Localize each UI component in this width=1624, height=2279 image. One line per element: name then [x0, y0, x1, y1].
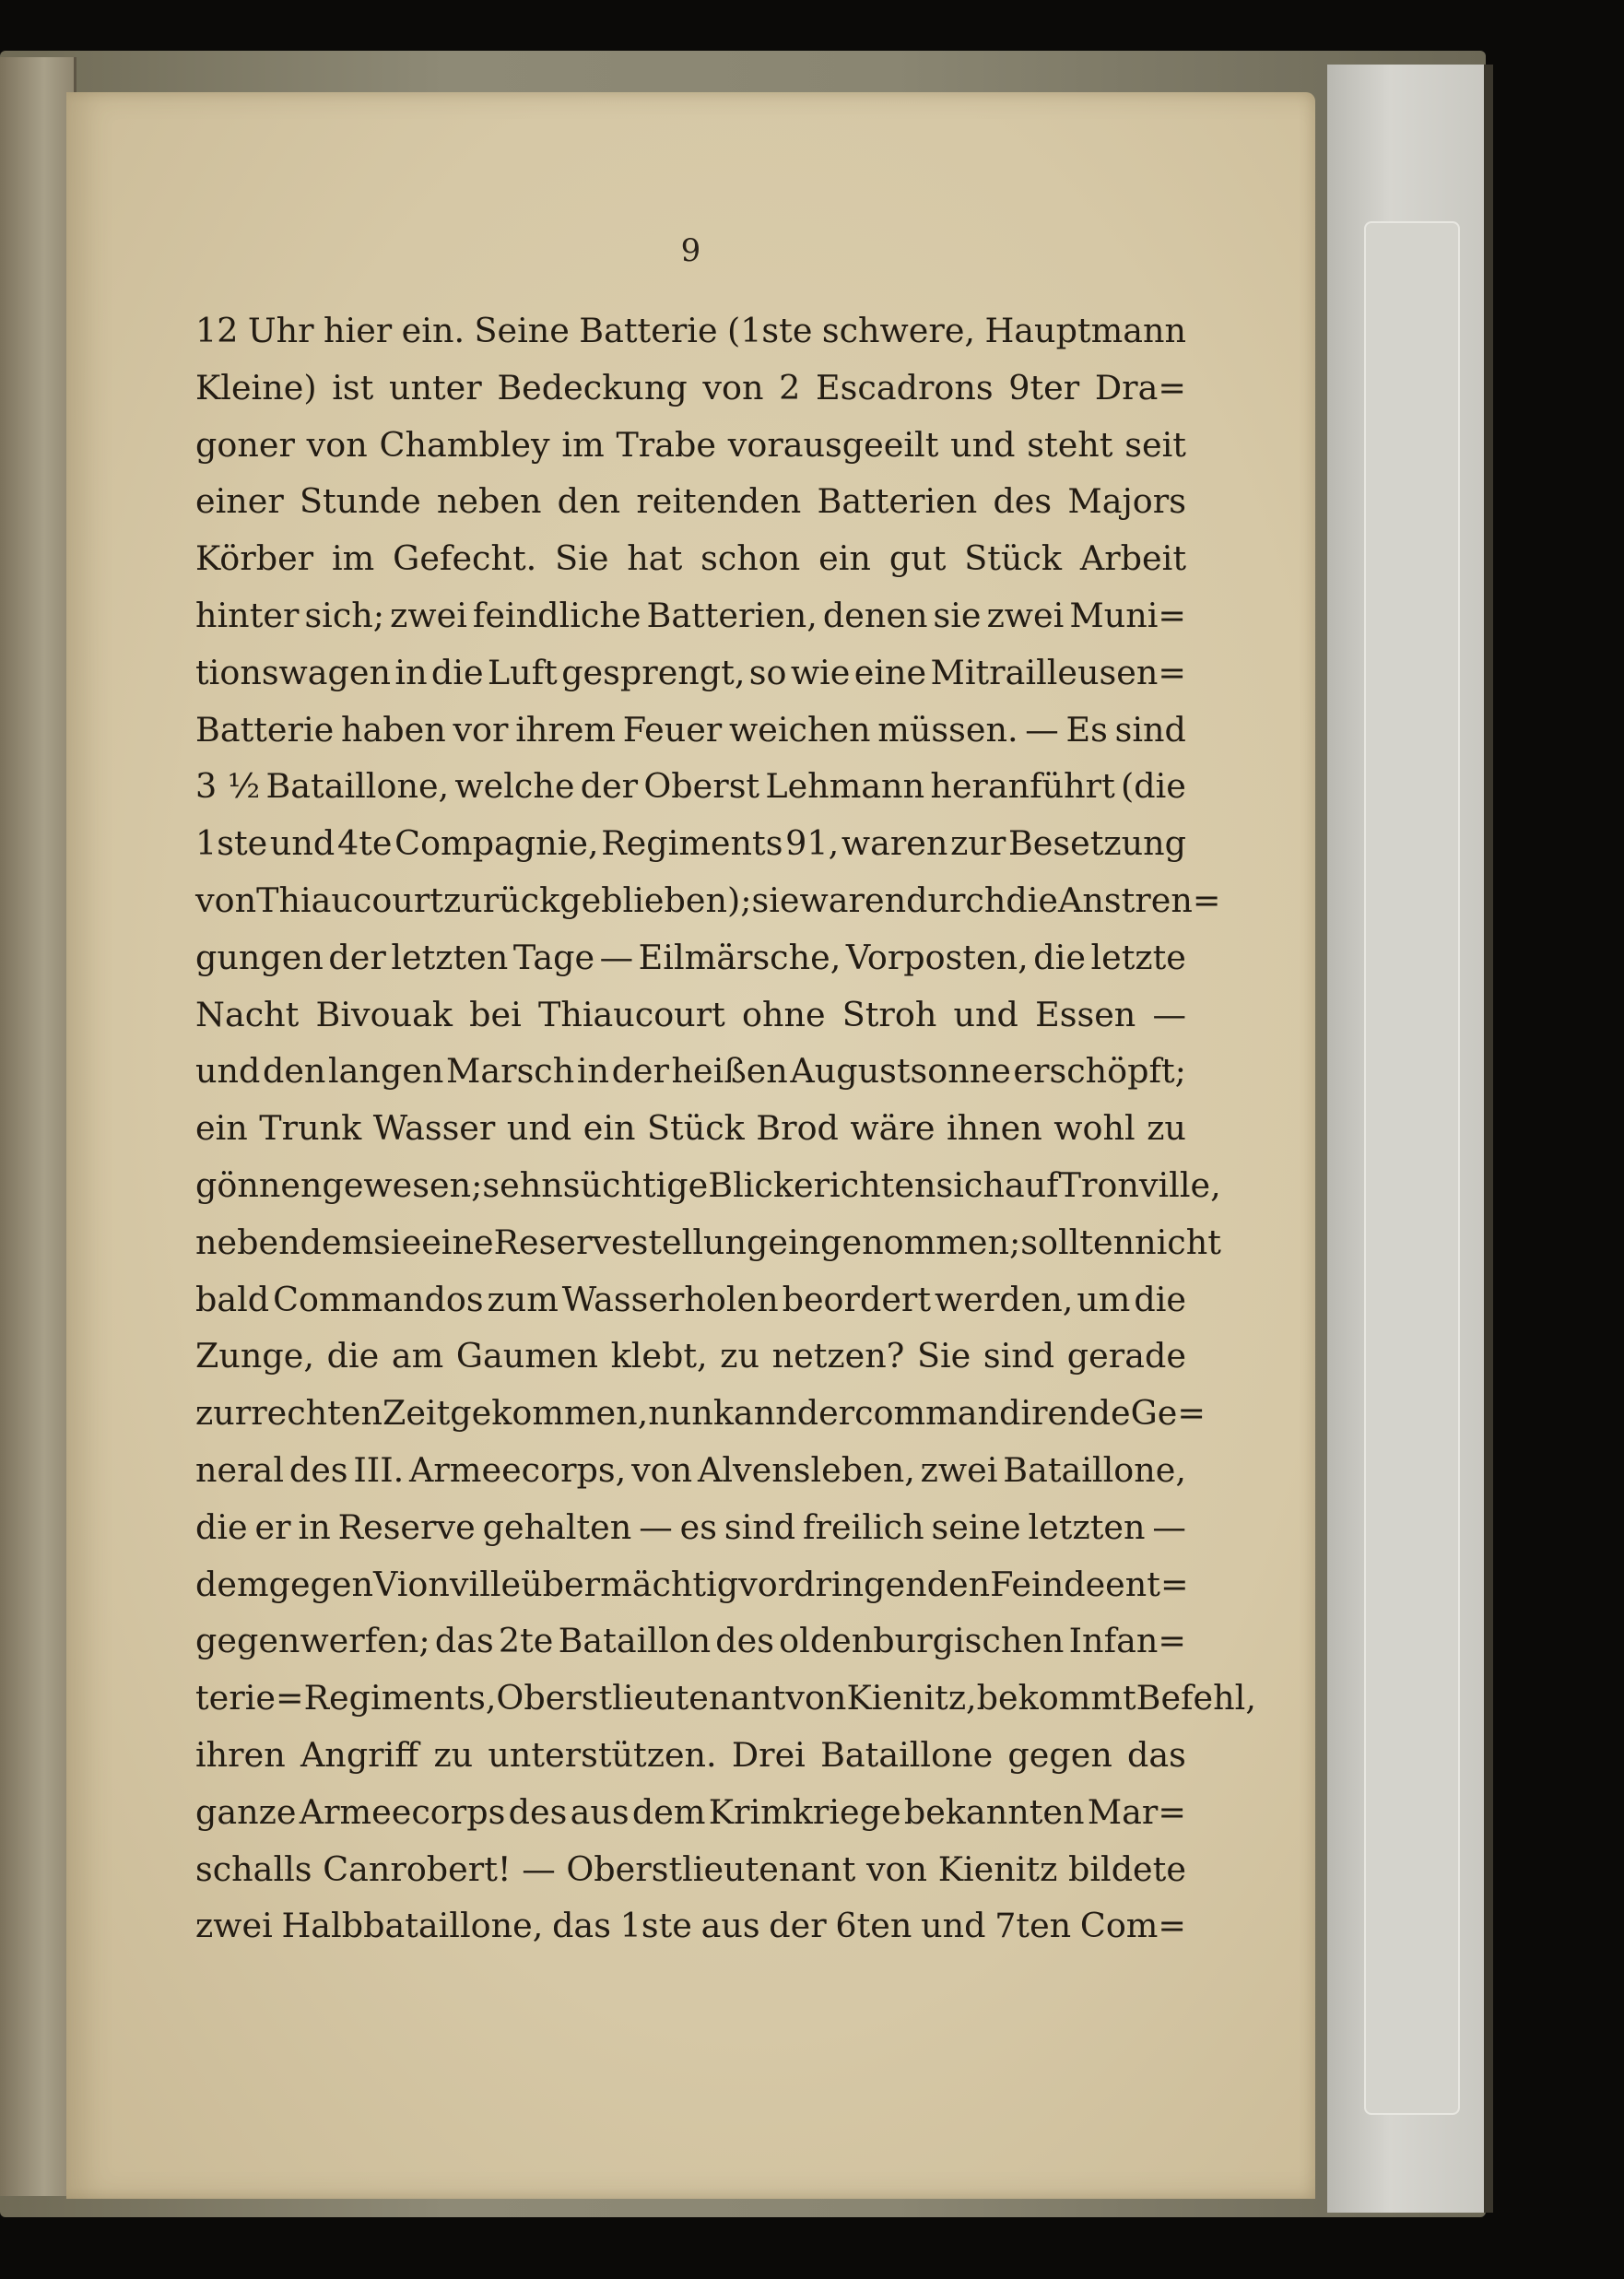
word: die	[1033, 937, 1086, 977]
word: und	[953, 994, 1018, 1034]
word: der	[611, 1051, 669, 1092]
word: Gaumen	[455, 1336, 598, 1376]
word: bald	[195, 1279, 270, 1319]
word: feindliche	[472, 595, 641, 635]
word: gungen	[195, 937, 324, 977]
word: (die	[1121, 766, 1186, 807]
word: müssen.	[877, 709, 1018, 750]
word: die	[326, 1336, 380, 1376]
word: zu	[433, 1734, 474, 1775]
word: nun	[648, 1393, 713, 1434]
word: netzen?	[771, 1336, 905, 1376]
word: richten	[813, 1164, 936, 1205]
word: Reserve	[337, 1506, 476, 1547]
word: von	[865, 1848, 928, 1889]
word: Uhr	[247, 311, 314, 350]
word: Bataillone	[820, 1734, 994, 1775]
word: Blicke	[708, 1164, 814, 1205]
word: zurückgeblieben);	[442, 880, 752, 920]
word: III.	[353, 1449, 405, 1490]
word: letzten	[391, 937, 509, 977]
word: seine	[931, 1506, 1021, 1547]
word: —	[1025, 709, 1059, 750]
word: ohne	[741, 994, 826, 1034]
word: von	[195, 880, 257, 920]
text-line	[195, 1214, 1221, 1271]
word: unter	[388, 367, 482, 407]
word: freilich	[803, 1506, 924, 1547]
word: auf	[1004, 1164, 1059, 1205]
word: 4te	[336, 823, 393, 864]
word: Marsch	[445, 1051, 575, 1092]
word: Sie	[555, 538, 609, 579]
word: schon	[700, 538, 801, 579]
word: Oberstlieutenant	[496, 1678, 786, 1718]
word: und	[950, 424, 1016, 465]
word: Mitrailleusen=	[930, 652, 1186, 692]
word: Lehmann	[765, 766, 925, 807]
word: Feuer	[622, 709, 723, 750]
word: tionswagen	[195, 652, 392, 692]
word: Tronville,	[1058, 1164, 1221, 1205]
text-line	[195, 1556, 1189, 1613]
word: gegen	[1007, 1734, 1112, 1775]
word: Compagnie,	[394, 823, 599, 864]
word: hat	[627, 538, 683, 579]
word: die	[430, 652, 484, 692]
word: Körber	[195, 538, 314, 579]
word: den	[262, 1051, 326, 1092]
word: 6ten	[835, 1906, 912, 1946]
word: der	[580, 766, 639, 807]
word: gegen	[268, 1564, 374, 1604]
word: und	[195, 1051, 261, 1092]
word: bekannten	[903, 1791, 1085, 1832]
word: Batterien	[817, 481, 978, 522]
word: ihren	[195, 1734, 286, 1775]
word: des	[508, 1791, 568, 1832]
text-line	[195, 417, 1186, 474]
word: waren	[841, 823, 948, 864]
word: Majors	[1067, 481, 1186, 522]
word: eine	[421, 1222, 494, 1262]
word: übermächtig	[521, 1564, 739, 1604]
word: terie=Regiments,	[195, 1678, 497, 1718]
word: die	[1134, 1279, 1186, 1319]
word: aus	[570, 1791, 630, 1832]
word: Vionville	[373, 1564, 522, 1604]
body-text	[195, 302, 1256, 1954]
word: Essen	[1035, 994, 1136, 1034]
word: Stück	[964, 538, 1062, 579]
word: Commandos	[273, 1279, 484, 1319]
word: Befehl,	[1136, 1678, 1256, 1718]
word: im	[561, 424, 605, 465]
word: ganze	[195, 1791, 297, 1832]
word: das	[1127, 1734, 1186, 1775]
text-line	[195, 530, 1186, 587]
word: eine	[853, 652, 927, 692]
word: bildete	[1067, 1848, 1186, 1889]
word: das	[434, 1621, 494, 1661]
word: steht	[1027, 424, 1113, 465]
word: Thiaucourt	[537, 994, 725, 1034]
word: 9ter	[1008, 367, 1080, 407]
word: Batterie	[195, 709, 335, 750]
word: durch	[906, 880, 1006, 920]
word: Angriff	[300, 1734, 419, 1775]
word: Arbeit	[1079, 538, 1186, 579]
word: gönnen	[195, 1164, 323, 1205]
word: rechten	[251, 1393, 382, 1434]
word: Kienitz,	[846, 1678, 977, 1718]
word: 1ste	[195, 823, 268, 864]
word: neral	[195, 1449, 284, 1490]
word: Escadrons	[816, 367, 994, 407]
word: heißen	[671, 1051, 788, 1092]
word: bei	[469, 994, 522, 1034]
text-line	[195, 360, 1186, 417]
word: letzte	[1090, 937, 1186, 977]
word: —	[639, 1506, 673, 1547]
word: Armeecorps	[299, 1791, 506, 1832]
word: welche	[454, 766, 575, 807]
word: das	[552, 1906, 611, 1946]
word: gesprengt,	[561, 652, 746, 692]
word: Brod	[756, 1108, 839, 1149]
word: reitenden	[636, 481, 802, 522]
word: Com=	[1079, 1906, 1186, 1946]
word: hinter	[195, 595, 300, 635]
word: Zeit	[382, 1393, 451, 1434]
word: Feinde	[990, 1564, 1106, 1604]
text-line	[195, 758, 1186, 815]
word: Batterie	[579, 311, 718, 350]
word: Vorposten,	[845, 937, 1029, 977]
text-line	[195, 986, 1186, 1044]
word: goner	[195, 424, 295, 465]
word: Bedeckung	[497, 367, 688, 407]
word: Hauptmann	[984, 311, 1186, 350]
text-line	[195, 644, 1186, 702]
word: des	[288, 1449, 348, 1490]
word: ist	[332, 367, 374, 407]
word: im	[332, 538, 375, 579]
text-line	[195, 1043, 1186, 1100]
word: Dra=	[1094, 367, 1186, 407]
word: von	[306, 424, 368, 465]
word: Zunge,	[195, 1336, 314, 1376]
word: Seine	[474, 311, 570, 350]
word: wie	[790, 652, 851, 692]
word: zwei	[986, 595, 1065, 635]
word: Regiments	[601, 823, 783, 864]
word: Besetzung	[1007, 823, 1186, 864]
word: sie	[933, 595, 982, 635]
word: gerade	[1066, 1336, 1186, 1376]
word: zu	[1147, 1108, 1186, 1149]
word: 2te	[498, 1621, 554, 1661]
word: Bataillon	[558, 1621, 712, 1661]
word: beordert	[782, 1279, 932, 1319]
word: zwei	[390, 595, 467, 635]
word: einer	[195, 481, 284, 522]
word: es	[679, 1506, 717, 1547]
word: weichen	[728, 709, 871, 750]
word: bekommt	[976, 1678, 1136, 1718]
text-line	[195, 1442, 1186, 1499]
text-line	[195, 1157, 1221, 1214]
word: Kleine)	[195, 367, 317, 407]
word: so	[748, 652, 787, 692]
cover-endpaper	[1327, 65, 1493, 2213]
word: Luft	[487, 652, 558, 692]
word: sich	[936, 1164, 1005, 1205]
word: dem	[300, 1222, 374, 1262]
word: gehalten	[482, 1506, 632, 1547]
word: Bivouak	[315, 994, 453, 1034]
word: gut	[888, 538, 947, 579]
word: ein	[818, 538, 871, 579]
word: —	[522, 1848, 556, 1889]
word: schalls	[195, 1848, 312, 1889]
text-line	[195, 1897, 1186, 1954]
word: Stunde	[300, 481, 421, 522]
text-line	[195, 1670, 1256, 1727]
word: Stück	[647, 1108, 745, 1149]
word: (1ste	[726, 311, 813, 350]
word: Armeecorps,	[409, 1449, 627, 1490]
word: Canrobert!	[323, 1848, 512, 1889]
word: der	[328, 937, 386, 977]
word: —	[599, 937, 634, 977]
text-line	[195, 1100, 1186, 1157]
word: Infan=	[1068, 1621, 1186, 1661]
word: und	[269, 823, 335, 864]
word: Oberst	[643, 766, 760, 807]
word: Gefecht.	[393, 538, 537, 579]
word: —	[1152, 994, 1186, 1034]
word: Eilmärsche,	[638, 937, 841, 977]
word: den	[557, 481, 621, 522]
text-line	[195, 702, 1186, 759]
word: commandirende	[854, 1393, 1131, 1434]
word: Ge=	[1130, 1393, 1206, 1434]
word: sie	[751, 880, 800, 920]
word: werden,	[934, 1279, 1074, 1319]
text-line	[195, 1328, 1186, 1385]
word: Reservestellung	[493, 1222, 769, 1262]
word: ent=	[1105, 1564, 1189, 1604]
word: 7ten	[994, 1906, 1072, 1946]
word: von	[785, 1678, 847, 1718]
word: nicht	[1135, 1222, 1221, 1262]
word: des	[715, 1621, 774, 1661]
word: sind	[1114, 709, 1186, 750]
word: Trabe	[616, 424, 716, 465]
endpaper-panel	[1364, 221, 1460, 2115]
word: ein	[195, 1108, 248, 1149]
word: vor	[453, 709, 509, 750]
word: Mar=	[1087, 1791, 1186, 1832]
word: zwei	[195, 1906, 273, 1946]
text-line	[195, 1385, 1206, 1442]
text-line	[195, 302, 1186, 360]
text-line	[195, 1612, 1186, 1670]
word: neben	[195, 1222, 300, 1262]
word: ihrem	[515, 709, 617, 750]
word: die	[1006, 880, 1058, 920]
text-line	[195, 1271, 1186, 1328]
word: kann	[712, 1393, 797, 1434]
word: dem	[631, 1791, 706, 1832]
word: der	[796, 1393, 855, 1434]
word: Tage	[512, 937, 595, 977]
word: 1ste	[619, 1906, 692, 1946]
word: in	[576, 1051, 609, 1092]
word: sich;	[304, 595, 385, 635]
word: gewesen;	[322, 1164, 483, 1205]
word: sollten	[1020, 1222, 1136, 1262]
word: letzten	[1028, 1506, 1146, 1547]
text-line	[195, 872, 1221, 929]
word: zur	[195, 1393, 252, 1434]
word: um	[1077, 1279, 1131, 1319]
word: sind	[724, 1506, 796, 1547]
word: neben	[436, 481, 542, 522]
text-line	[195, 1841, 1186, 1898]
word: in	[298, 1506, 331, 1547]
word: Sie	[916, 1336, 971, 1376]
word: Muni=	[1069, 595, 1186, 635]
text-line	[195, 815, 1186, 872]
word: Oberstlieutenant	[566, 1848, 856, 1889]
word: gegenwerfen;	[195, 1621, 430, 1661]
word: und	[921, 1906, 986, 1946]
word: von	[702, 367, 764, 407]
word: Alvensleben,	[698, 1449, 915, 1490]
verso-page-edge	[0, 57, 76, 2196]
word: vorausgeeilt	[727, 424, 939, 465]
word: ein.	[401, 311, 465, 350]
word: hier	[324, 311, 393, 350]
word: aus	[700, 1906, 760, 1946]
word: klebt,	[610, 1336, 708, 1376]
word: Batterien,	[646, 595, 818, 635]
text-line	[195, 1499, 1186, 1556]
text-line	[195, 473, 1186, 530]
word: zur	[950, 823, 1006, 864]
word: und	[506, 1108, 572, 1149]
word: wohl	[1053, 1108, 1136, 1149]
text-line	[195, 1727, 1186, 1784]
word: heranführt	[930, 766, 1115, 807]
word: in	[394, 652, 428, 692]
word: Bataillone,	[265, 766, 450, 807]
word: Es	[1065, 709, 1108, 750]
word: waren	[799, 880, 907, 920]
word: zum	[487, 1279, 559, 1319]
word: Nacht	[195, 994, 300, 1034]
word: Stroh	[841, 994, 937, 1034]
word: seit	[1124, 424, 1186, 465]
word: erschöpft;	[1013, 1051, 1186, 1092]
word: gekommen,	[450, 1393, 649, 1434]
word: Augustsonne	[790, 1051, 1011, 1092]
word: dem	[195, 1564, 269, 1604]
word: haben	[340, 709, 446, 750]
word: denen	[822, 595, 928, 635]
word: wäre	[850, 1108, 936, 1149]
word: am	[391, 1336, 444, 1376]
word: Anstren=	[1058, 880, 1221, 920]
word: sie	[373, 1222, 422, 1262]
word: 2	[779, 367, 801, 407]
word: Wasserholen	[561, 1279, 779, 1319]
text-line	[195, 587, 1186, 644]
word: Trunk	[259, 1108, 362, 1149]
word: ihnen	[946, 1108, 1042, 1149]
book-page	[66, 92, 1315, 2199]
word: —	[1152, 1506, 1186, 1547]
word: Wasser	[372, 1108, 496, 1149]
word: sind	[983, 1336, 1055, 1376]
word: Bataillone,	[1003, 1449, 1186, 1490]
word: des	[993, 481, 1053, 522]
word: eingenommen;	[768, 1222, 1021, 1262]
word: Thiaucourt	[256, 880, 443, 920]
word: unterstützen.	[488, 1734, 717, 1775]
word: Drei	[731, 1734, 806, 1775]
word: die	[195, 1506, 248, 1547]
word: schwere,	[821, 311, 976, 350]
word: vordringenden	[738, 1564, 991, 1604]
word: Chambley	[379, 424, 550, 465]
word: Krimkriege	[708, 1791, 901, 1832]
word: 3 ½	[195, 766, 261, 807]
word: Kienitz	[937, 1848, 1058, 1889]
word: zu	[720, 1336, 760, 1376]
text-line	[195, 929, 1186, 986]
word: Halbbataillone,	[281, 1906, 544, 1946]
word: zwei	[920, 1449, 998, 1490]
word: ein	[583, 1108, 636, 1149]
word: der	[769, 1906, 827, 1946]
word: oldenburgischen	[779, 1621, 1065, 1661]
text-line	[195, 1784, 1186, 1841]
word: 91,	[785, 823, 840, 864]
word: sehnsüchtige	[482, 1164, 709, 1205]
word: langen	[328, 1051, 444, 1092]
word: 12	[195, 311, 239, 350]
page-number: 9	[680, 232, 701, 269]
word: von	[631, 1449, 693, 1490]
word: er	[254, 1506, 291, 1547]
